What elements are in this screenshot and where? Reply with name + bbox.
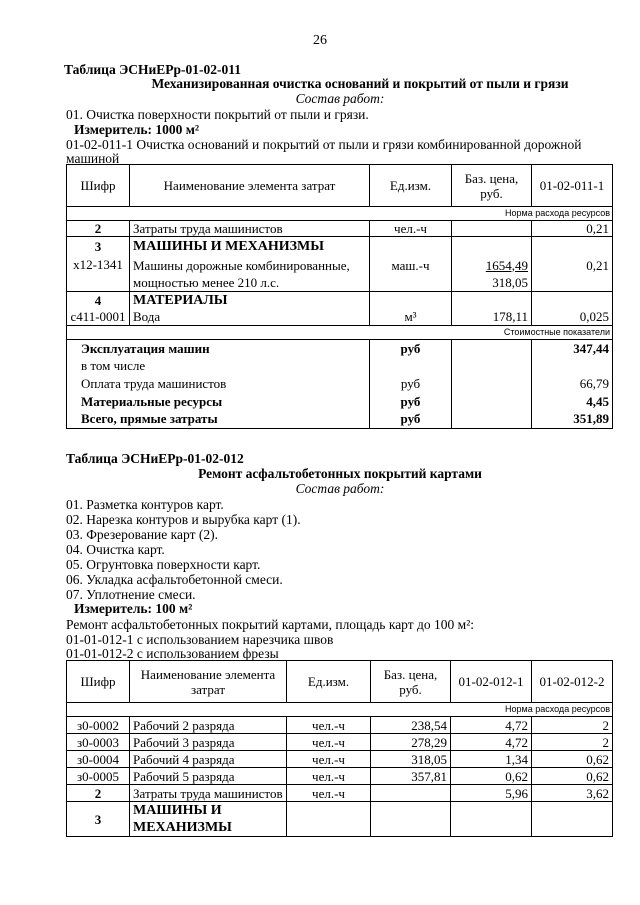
- t2-row-price: 238,54: [371, 717, 451, 734]
- t1-row-unit: м³: [370, 309, 452, 325]
- t1-summary-unit: руб: [370, 339, 452, 357]
- t2-row-value1: 4,72: [451, 734, 532, 751]
- t2-section-code: 3: [67, 802, 130, 837]
- t1-header-unit: Ед.изм.: [370, 165, 452, 207]
- t1-summary-value: 66,79: [532, 374, 613, 392]
- table2-work-item: 04. Очистка карт.: [66, 542, 165, 557]
- t1-row-name-line1: Машины дорожные комбинированные,: [133, 257, 350, 273]
- table1: [66, 164, 613, 429]
- t1-header-code: Шифр: [67, 165, 130, 207]
- t1-empty-cell: [452, 357, 532, 374]
- t2-row-value2: 2: [532, 734, 613, 751]
- t1-header-col1: 01-02-011-1: [532, 165, 613, 207]
- t1-row-price-line2: 318,05: [492, 274, 528, 290]
- t1-norm-label: Норма расхода ресурсов: [67, 207, 613, 221]
- table1-desc-line1: 01-02-011-1 Очистка оснований и покрытий от пыли и грязи комбинированной дорожной: [66, 137, 582, 152]
- t1-row-value: 0,21: [532, 221, 613, 237]
- t1-row-unit: чел.-ч: [370, 221, 452, 237]
- t1-row-price-multi: [452, 257, 532, 292]
- t1-row-name-line2: мощностью менее 210 л.с.: [133, 274, 280, 290]
- table1-title: Таблица ЭСНиЕРр-01-02-011: [64, 62, 242, 77]
- table2-work-label: Состав работ:: [295, 481, 385, 496]
- t1-row-price: [452, 221, 532, 237]
- t1-row-price: 178,11: [452, 309, 532, 325]
- t2-row-unit: чел.-ч: [287, 734, 371, 751]
- t1-empty-cell: [532, 237, 613, 257]
- t1-summary-name: Материальные ресурсы: [67, 392, 370, 410]
- t1-summary-value: 347,44: [532, 339, 613, 357]
- table1-work-label: Состав работ:: [295, 91, 385, 106]
- t2-row-price: 357,81: [371, 768, 451, 785]
- t2-row-unit: чел.-ч: [287, 751, 371, 768]
- t2-row-name: Рабочий 4 разряда: [130, 751, 287, 768]
- t1-summary-name: в том числе: [67, 357, 370, 374]
- t1-row-value: 0,025: [532, 309, 613, 325]
- t2-empty-cell: [371, 802, 451, 837]
- t1-summary-name: Всего, прямые затраты: [67, 410, 370, 428]
- table1-subtitle: Механизированная очистка оснований и покрытий от пыли и грязи: [151, 76, 569, 91]
- t1-empty-cell: [452, 410, 532, 428]
- page-number: 26: [313, 33, 327, 48]
- table2-work-item: 01. Разметка контуров карт.: [66, 497, 224, 512]
- t2-row-code: з0-0005: [67, 768, 130, 785]
- t1-section-code: 3: [67, 237, 130, 257]
- t1-empty-cell: [370, 237, 452, 257]
- t2-row-value2: 0,62: [532, 751, 613, 768]
- t1-summary-name: Оплата труда машинистов: [67, 374, 370, 392]
- t2-row-value2: 0,62: [532, 768, 613, 785]
- t2-row-code: з0-0004: [67, 751, 130, 768]
- table2-desc-line: Ремонт асфальтобетонных покрытий картами, площадь карт до 100 м²:: [66, 617, 474, 632]
- t2-empty-cell: [451, 802, 532, 837]
- t2-row-value1: 5,96: [451, 785, 532, 802]
- t2-header-price: Баз. цена, руб.: [371, 661, 451, 703]
- t2-row-price: 318,05: [371, 751, 451, 768]
- t1-header-price: Баз. цена, руб.: [452, 165, 532, 207]
- t2-row-name: Рабочий 3 разряда: [130, 734, 287, 751]
- t2-row-code: з0-0003: [67, 734, 130, 751]
- t2-row-price: 278,29: [371, 734, 451, 751]
- t1-row-name: Вода: [130, 309, 370, 325]
- t2-row-unit: чел.-ч: [287, 785, 371, 802]
- t1-summary-value: 351,89: [532, 410, 613, 428]
- t2-header-unit: Ед.изм.: [287, 661, 371, 703]
- t2-section-machines-line1: МАШИНЫ И: [133, 803, 222, 818]
- t1-section-code: 4: [67, 291, 130, 309]
- t2-row-code: 2: [67, 785, 130, 802]
- table2-work-item: 05. Огрунтовка поверхности карт.: [66, 557, 261, 572]
- t2-row-name: Рабочий 2 разряда: [130, 717, 287, 734]
- table1-work-item: 01. Очистка поверхности покрытий от пыли и грязи.: [66, 107, 369, 122]
- t2-header-code: Шифр: [67, 661, 130, 703]
- table2-work-item: 07. Уплотнение смеси.: [66, 587, 196, 602]
- t2-empty-cell: [287, 802, 371, 837]
- t2-norm-label: Норма расхода ресурсов: [67, 703, 613, 717]
- t1-cost-label: Стоимостные показатели: [67, 325, 613, 339]
- t2-header-name: Наименование элемента затрат: [130, 661, 287, 703]
- t1-empty-cell: [370, 291, 452, 309]
- t1-row-price-line1: 1654,49: [485, 257, 528, 273]
- t1-empty-cell: [452, 374, 532, 392]
- t1-summary-unit: руб: [370, 374, 452, 392]
- table2-work-item: 02. Нарезка контуров и вырубка карт (1).: [66, 512, 301, 527]
- t2-empty-cell: [532, 802, 613, 837]
- t1-empty-cell: [452, 237, 532, 257]
- t1-summary-value: [532, 357, 613, 374]
- t1-summary-name: Эксплуатация машин: [67, 339, 370, 357]
- t1-section-machines: МАШИНЫ И МЕХАНИЗМЫ: [130, 237, 370, 257]
- t1-row-code: х12-1341: [67, 257, 130, 292]
- t1-row-code: 2: [67, 221, 130, 237]
- t2-row-value1: 0,62: [451, 768, 532, 785]
- t1-row-value: 0,21: [532, 257, 613, 292]
- t1-section-materials: МАТЕРИАЛЫ: [130, 291, 370, 309]
- table2-measure: Измеритель: 100 м²: [74, 601, 193, 616]
- t1-row-name: Затраты труда машинистов: [130, 221, 370, 237]
- t1-row-code: с411-0001: [67, 309, 130, 325]
- t1-row-name-multiline: [130, 257, 370, 292]
- table2-desc-line: 01-01-012-2 с использованием фрезы: [66, 646, 279, 661]
- t1-empty-cell: [452, 339, 532, 357]
- t1-header-name: Наименование элемента затрат: [130, 165, 370, 207]
- t1-summary-value: 4,45: [532, 392, 613, 410]
- table2: [66, 660, 613, 837]
- t1-summary-unit: руб: [370, 410, 452, 428]
- table2-work-item: 03. Фрезерование карт (2).: [66, 527, 218, 542]
- t2-row-unit: чел.-ч: [287, 768, 371, 785]
- t2-header-col1: 01-02-012-1: [451, 661, 532, 703]
- table2-work-item: 06. Укладка асфальтобетонной смеси.: [66, 572, 283, 587]
- t2-row-code: з0-0002: [67, 717, 130, 734]
- t1-row-unit: маш.-ч: [370, 257, 452, 292]
- t2-row-name: Затраты труда машинистов: [130, 785, 287, 802]
- t2-row-value2: 2: [532, 717, 613, 734]
- t2-header-col2: 01-02-012-2: [532, 661, 613, 703]
- t1-empty-cell: [452, 291, 532, 309]
- table2-subtitle: Ремонт асфальтобетонных покрытий картами: [198, 466, 482, 481]
- t2-row-name: Рабочий 5 разряда: [130, 768, 287, 785]
- t1-summary-unit: [370, 357, 452, 374]
- t2-row-value1: 4,72: [451, 717, 532, 734]
- t2-row-value1: 1,34: [451, 751, 532, 768]
- t1-summary-unit: руб: [370, 392, 452, 410]
- t2-section-machines-line2: МЕХАНИЗМЫ: [133, 820, 232, 835]
- table1-measure: Измеритель: 1000 м²: [74, 122, 200, 137]
- t1-empty-cell: [452, 392, 532, 410]
- table2-title: Таблица ЭСНиЕРр-01-02-012: [66, 451, 244, 466]
- t2-row-unit: чел.-ч: [287, 717, 371, 734]
- t2-row-value2: 3,62: [532, 785, 613, 802]
- t2-row-price: [371, 785, 451, 802]
- table1-desc-line2: машиной: [66, 151, 120, 166]
- t2-section-machines: [130, 802, 287, 837]
- t1-empty-cell: [532, 291, 613, 309]
- table2-desc-line: 01-01-012-1 с использованием нарезчика швов: [66, 632, 334, 647]
